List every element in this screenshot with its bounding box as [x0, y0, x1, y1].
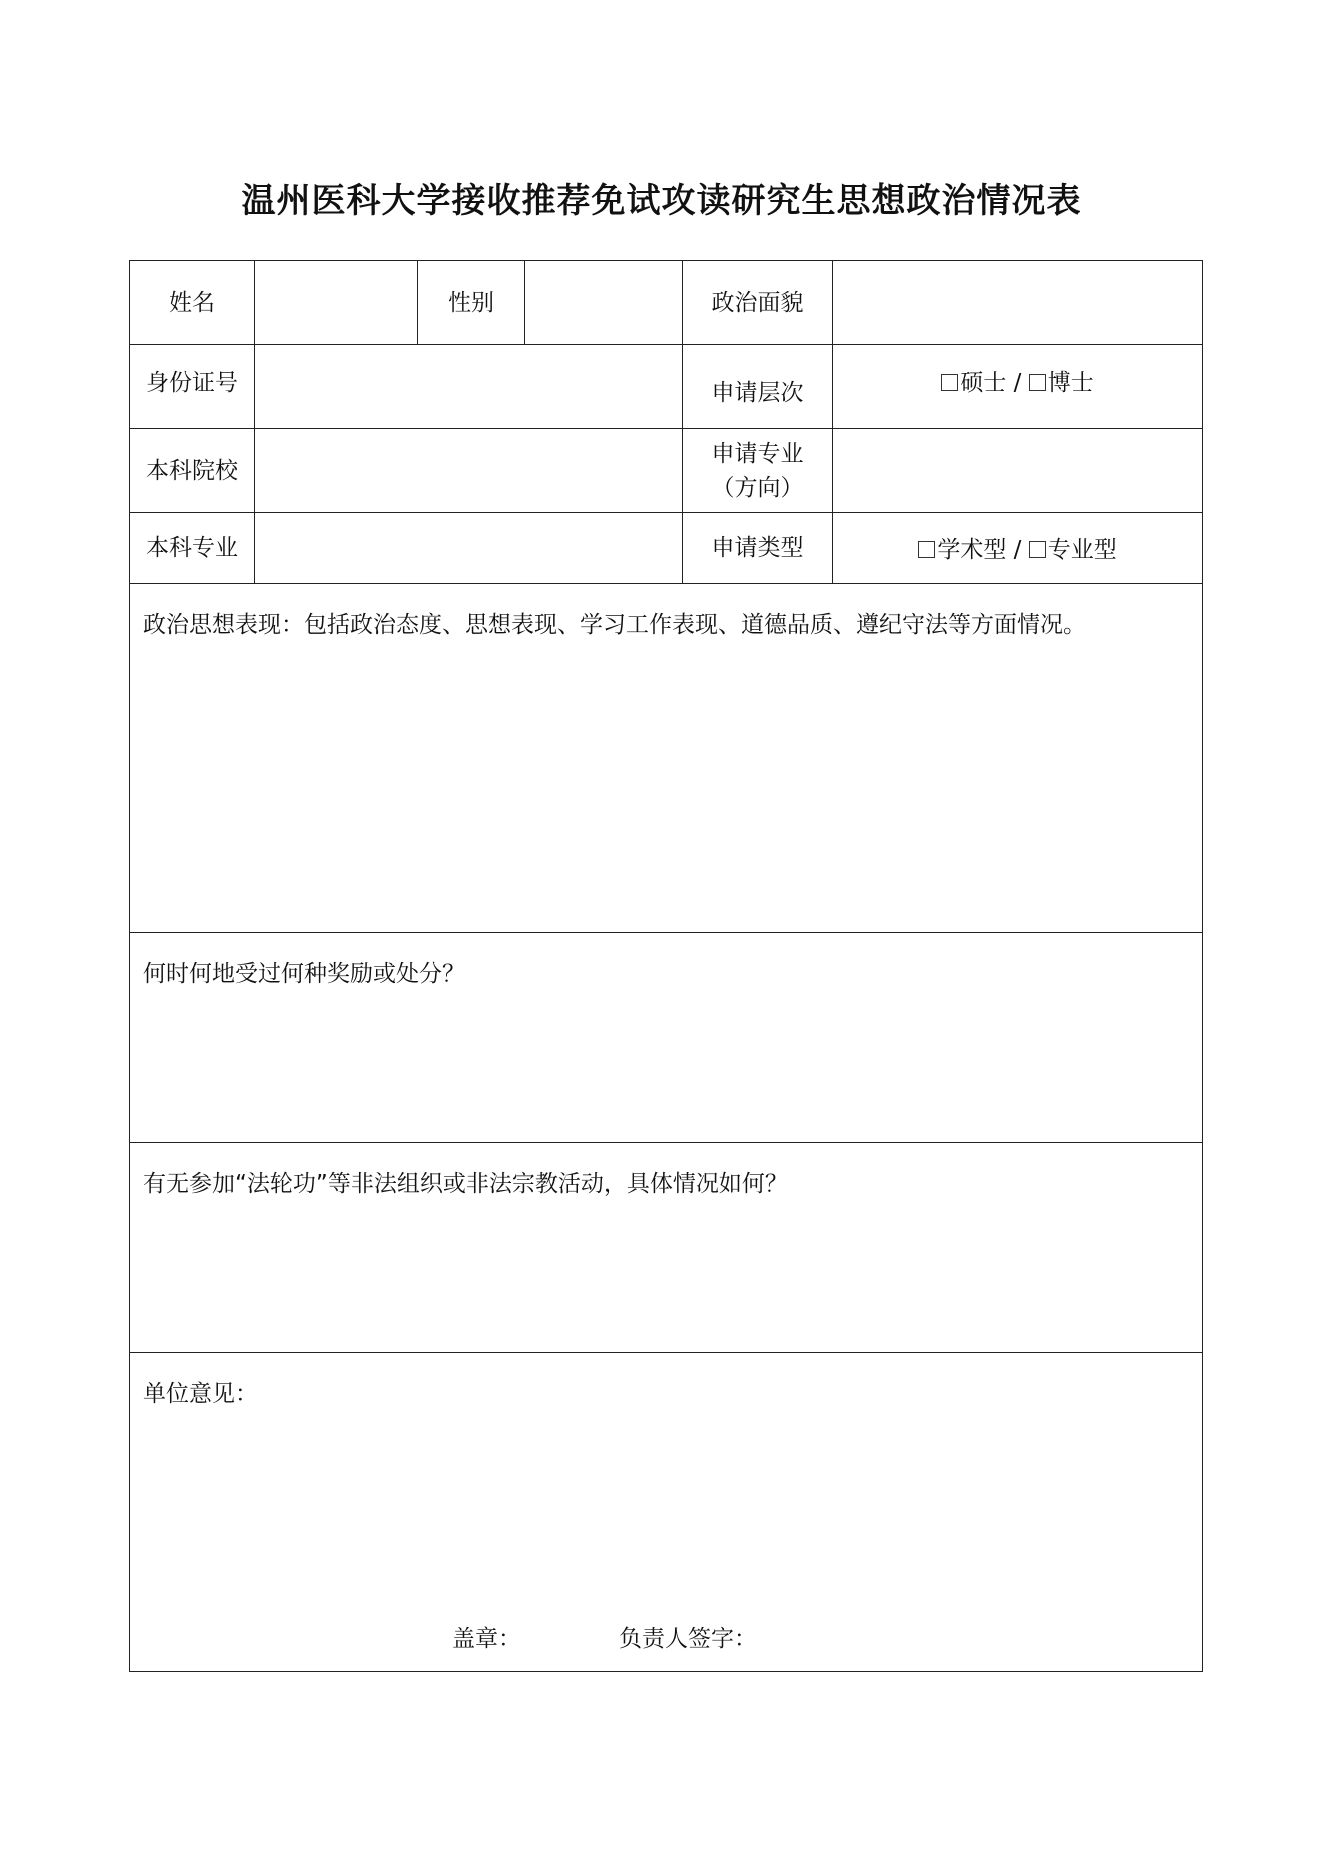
row-awards-punishments — [130, 933, 1203, 1143]
doctoral-option-label: 博士 — [1047, 369, 1094, 396]
id-number-label-cell — [130, 345, 255, 429]
academic-option-label: 学术型 — [937, 537, 1007, 563]
awards-punishments-prompt: 何时何地受过何种奖励或处分？ — [143, 961, 465, 987]
undergrad-school-label: 本科院校 — [130, 429, 255, 513]
application-form-table — [129, 260, 1203, 1672]
awards-punishments-area[interactable] — [130, 933, 1203, 1143]
row-school-major — [130, 429, 1203, 513]
apply-level-label-cell — [683, 345, 833, 429]
seal-label: 盖章： — [452, 1626, 521, 1652]
level-separator: / — [1006, 369, 1029, 396]
unit-opinion-prompt: 单位意见： — [143, 1381, 258, 1407]
id-number-field[interactable] — [255, 345, 683, 429]
political-status-field[interactable] — [833, 261, 1203, 345]
gender-label: 性别 — [418, 261, 525, 345]
apply-major-label-line2: （方向） — [711, 474, 804, 501]
political-performance-prompt: 政治思想表现：包括政治态度、思想表现、学习工作表现、道德品质、遵纪守法等方面情况。 — [143, 612, 1086, 638]
political-performance-area[interactable] — [130, 584, 1203, 933]
professional-option-label: 专业型 — [1047, 537, 1117, 563]
row-unit-opinion — [130, 1353, 1203, 1672]
apply-level-choice-cell — [833, 345, 1203, 429]
row-political-performance — [130, 584, 1203, 933]
unit-opinion-area[interactable] — [130, 1353, 1203, 1672]
gender-field[interactable] — [525, 261, 683, 345]
row-basic-info — [130, 261, 1203, 345]
apply-type-label: 申请类型 — [683, 513, 833, 584]
apply-major-label-line1: 申请专业 — [711, 440, 804, 467]
type-separator: / — [1006, 537, 1029, 563]
professional-checkbox[interactable] — [1029, 541, 1046, 558]
name-field[interactable] — [255, 261, 418, 345]
masters-option-label: 硕士 — [960, 369, 1007, 396]
apply-level-choices — [941, 370, 1093, 396]
undergrad-major-field[interactable] — [255, 513, 683, 584]
undergrad-major-label: 本科专业 — [130, 513, 255, 584]
political-status-label: 政治面貌 — [683, 261, 833, 345]
row-major-type — [130, 513, 1203, 584]
apply-major-label-cell — [683, 429, 833, 513]
apply-major-field[interactable] — [833, 429, 1203, 513]
name-label: 姓名 — [130, 261, 255, 345]
signature-label: 负责人签字： — [619, 1626, 757, 1652]
apply-type-choice-cell — [833, 513, 1203, 584]
id-number-label: 身份证号 — [146, 369, 238, 396]
illegal-organizations-area[interactable] — [130, 1143, 1203, 1353]
document-title: 温州医科大学接收推荐免试攻读研究生思想政治情况表 — [241, 181, 1082, 221]
masters-checkbox[interactable] — [941, 374, 958, 391]
doctoral-checkbox[interactable] — [1029, 374, 1046, 391]
apply-type-choices — [918, 537, 1116, 563]
row-illegal-organizations — [130, 1143, 1203, 1353]
signature-line — [452, 1622, 757, 1656]
apply-level-label: 申请层次 — [711, 379, 804, 406]
undergrad-school-field[interactable] — [255, 429, 683, 513]
row-id-level — [130, 345, 1203, 429]
illegal-organizations-prompt: 有无参加“法轮功”等非法组织或非法宗教活动，具体情况如何？ — [143, 1171, 788, 1197]
academic-checkbox[interactable] — [918, 541, 935, 558]
